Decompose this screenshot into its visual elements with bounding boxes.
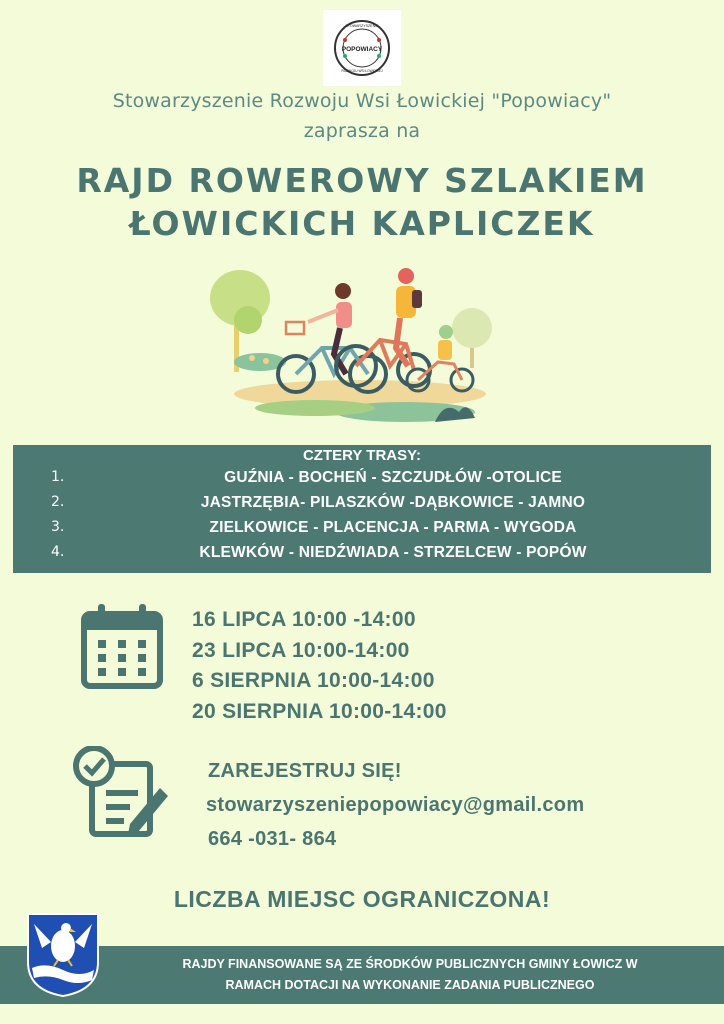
intro-line-1: Stowarzyszenie Rozwoju Wsi Łowickiej "Popowiacy" <box>112 90 612 112</box>
route-item <box>13 469 711 493</box>
event-date: 23 LIPCA 10:00-14:00 <box>192 639 410 662</box>
funding-footer <box>0 946 724 1004</box>
limited-spots-notice: LICZBA MIEJSC OGRANICZONA! <box>173 886 551 912</box>
route-name: GUŹNIA - BOCHEŃ - SZCZUDŁÓW -OTOLICE <box>224 469 562 486</box>
title-line-2: ŁOWICKICH KAPLICZEK <box>129 204 595 243</box>
register-heading: ZAREJESTRUJ SIĘ! <box>208 760 402 782</box>
event-date: 6 SIERPNIA 10:00-14:00 <box>192 669 435 692</box>
route-name: ZIELKOWICE - PLACENCJA - PARMA - WYGODA <box>209 519 577 536</box>
funding-line-2: RAMACH DOTACJI NA WYKONANIE ZADANIA PUBLICZNEGO <box>225 978 595 992</box>
route-number: 2. <box>51 494 65 510</box>
route-number: 1. <box>51 469 65 485</box>
calendar-icon <box>80 604 164 690</box>
association-logo <box>323 10 401 86</box>
cyclists-illustration <box>200 262 510 432</box>
funding-text <box>110 954 710 996</box>
title-line-1: RAJD ROWEROWY SZLAKIEM <box>76 161 648 200</box>
funding-line-1: RAJDY FINANSOWANE SĄ ZE ŚRODKÓW PUBLICZNYCH GMINY ŁOWICZ W <box>182 957 638 971</box>
event-date: 20 SIERPNIA 10:00-14:00 <box>192 700 447 723</box>
logo-arc-bottom: ROZWOJU WSI ŁOWICKIEJ <box>341 69 383 73</box>
route-item <box>13 544 711 568</box>
event-date: 16 LIPCA 10:00 -14:00 <box>192 608 416 631</box>
route-name: KLEWKÓW - NIEDŹWIADA - STRZELCEW - POPÓW <box>199 544 587 561</box>
routes-heading: CZTERY TRASY: <box>302 447 422 464</box>
route-item <box>13 494 711 518</box>
crest-icon <box>26 912 100 998</box>
route-name: JASTRZĘBIA- PILASZKÓW -DĄBKOWICE - JAMNO <box>200 494 586 511</box>
logo-arc-top: STOWARZYSZENIE <box>345 24 379 28</box>
logo-name: POPOWIACY <box>341 46 383 53</box>
contact-email[interactable]: stowarzyszeniepopowiacy@gmail.com <box>206 794 585 816</box>
logo-emblem <box>323 10 401 86</box>
routes-panel <box>13 445 711 573</box>
checklist-pencil-icon <box>72 746 172 838</box>
route-item <box>13 519 711 543</box>
contact-phone[interactable]: 664 -031- 864 <box>208 828 337 850</box>
route-number: 3. <box>51 519 65 535</box>
route-number: 4. <box>51 544 65 560</box>
intro-line-2: zaprasza na <box>303 120 421 142</box>
